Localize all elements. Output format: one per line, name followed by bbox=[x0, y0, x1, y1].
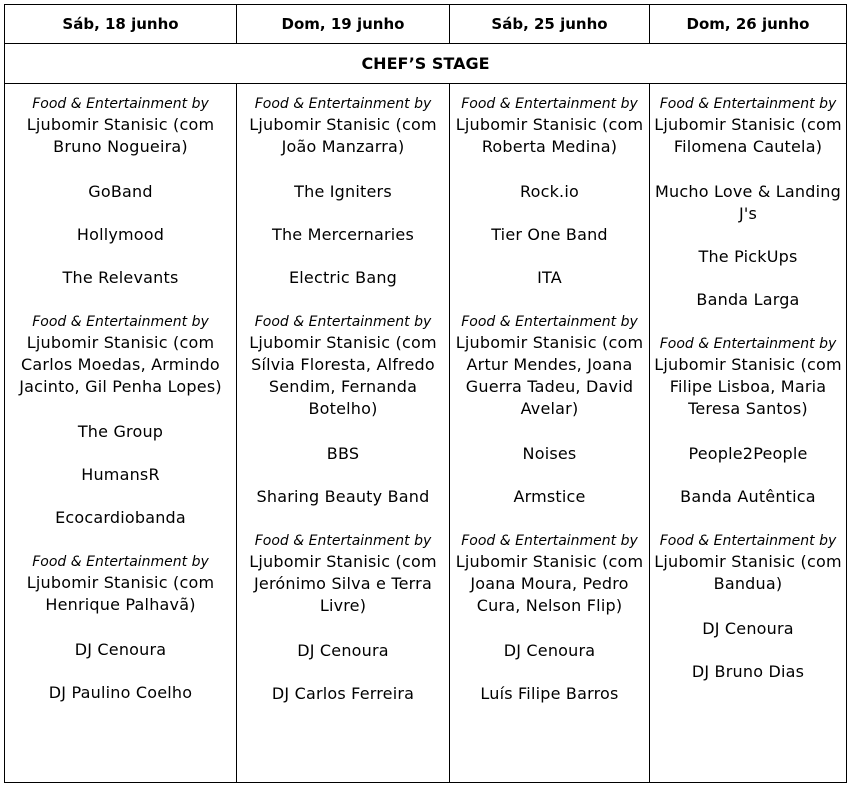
act-name: DJ Cenoura bbox=[74, 640, 167, 659]
fe-label: Food & Entertainment by bbox=[461, 96, 638, 112]
lineup-column-2 bbox=[450, 84, 650, 783]
chef-name: Ljubomir Stanisic bbox=[26, 573, 168, 592]
act-name: DJ Paulino Coelho bbox=[48, 683, 193, 702]
act-name: The Igniters bbox=[294, 182, 392, 201]
guest-list: (com Sílvia Floresta, Alfredo Sendim, Fernanda Botelho) bbox=[251, 333, 437, 418]
food-entertainment-entry bbox=[9, 310, 232, 398]
food-entertainment-entry bbox=[654, 92, 842, 158]
guest-list: (com Carlos Moedas, Armindo Jacinto, Gil Penha Lopes) bbox=[19, 333, 222, 396]
food-entertainment-entry bbox=[241, 92, 445, 158]
act-name: Tier One Band bbox=[491, 225, 608, 244]
food-entertainment-entry bbox=[241, 529, 445, 617]
fe-label: Food & Entertainment by bbox=[254, 96, 432, 112]
act-name: The Group bbox=[77, 422, 164, 441]
lineup-column-0 bbox=[5, 84, 237, 783]
act-name: BBS bbox=[326, 444, 360, 463]
guest-list: (com Jerónimo Silva e Terra Livre) bbox=[254, 552, 437, 615]
lineup-column-3 bbox=[650, 84, 847, 783]
chef-name: Ljubomir Stanisic bbox=[455, 115, 597, 134]
food-entertainment-entry bbox=[454, 92, 645, 158]
act-name: Banda Autêntica bbox=[680, 487, 816, 506]
food-entertainment-entry bbox=[9, 550, 232, 616]
chef-name: Ljubomir Stanisic bbox=[654, 355, 796, 374]
food-entertainment-entry bbox=[654, 529, 842, 595]
fe-label: Food & Entertainment by bbox=[254, 314, 432, 330]
fe-label: Food & Entertainment by bbox=[254, 533, 432, 549]
food-entertainment-entry bbox=[454, 310, 645, 420]
fe-label: Food & Entertainment by bbox=[659, 96, 837, 112]
fe-label: Food & Entertainment by bbox=[461, 314, 638, 330]
act-name: Electric Bang bbox=[288, 268, 398, 287]
fe-label: Food & Entertainment by bbox=[32, 314, 209, 330]
act-name: Noises bbox=[522, 444, 577, 463]
act-name: DJ Cenoura bbox=[702, 619, 794, 638]
act-name: DJ Carlos Ferreira bbox=[271, 684, 415, 703]
act-name: HumansR bbox=[81, 465, 160, 484]
act-name: DJ Bruno Dias bbox=[691, 662, 805, 681]
chef-name: Ljubomir Stanisic bbox=[249, 333, 391, 352]
fe-label: Food & Entertainment by bbox=[32, 554, 209, 570]
fe-label: Food & Entertainment by bbox=[659, 533, 837, 549]
guest-list: (com Artur Mendes, Joana Guerra Tadeu, David Avelar) bbox=[465, 333, 644, 418]
schedule-table bbox=[4, 4, 847, 783]
stage-row bbox=[5, 44, 847, 84]
fe-label: Food & Entertainment by bbox=[659, 336, 837, 352]
act-name: Armstice bbox=[513, 487, 586, 506]
act-name: Luís Filipe Barros bbox=[480, 684, 619, 703]
fe-label: Food & Entertainment by bbox=[461, 533, 638, 549]
guest-list: (com Roberta Medina) bbox=[481, 115, 644, 156]
act-name: People2People bbox=[688, 444, 808, 463]
food-entertainment-entry bbox=[241, 310, 445, 420]
date-header-3: Dom, 26 junho bbox=[650, 5, 847, 44]
act-name: ITA bbox=[537, 268, 562, 287]
lineup-row bbox=[5, 84, 847, 783]
guest-list: (com Henrique Palhavã) bbox=[45, 573, 215, 614]
act-name: The Relevants bbox=[62, 268, 179, 287]
chef-name: Ljubomir Stanisic bbox=[654, 115, 796, 134]
act-name: The PickUps bbox=[698, 247, 798, 266]
chef-name: Ljubomir Stanisic bbox=[455, 333, 597, 352]
food-entertainment-entry bbox=[454, 529, 645, 617]
chef-name: Ljubomir Stanisic bbox=[249, 115, 391, 134]
date-header-1: Dom, 19 junho bbox=[237, 5, 450, 44]
act-name: Sharing Beauty Band bbox=[256, 487, 430, 506]
chef-name: Ljubomir Stanisic bbox=[26, 333, 168, 352]
act-name: Ecocardiobanda bbox=[55, 508, 186, 527]
date-header-2: Sáb, 25 junho bbox=[450, 5, 650, 44]
chef-name: Ljubomir Stanisic bbox=[249, 552, 391, 571]
guest-list: (com João Manzarra) bbox=[281, 115, 437, 156]
food-entertainment-entry bbox=[654, 332, 842, 420]
act-name: Rock.io bbox=[520, 182, 579, 201]
act-name: Banda Larga bbox=[696, 290, 800, 309]
stage-title: CHEF’S STAGE bbox=[5, 44, 847, 84]
guest-list: (com Filipe Lisboa, Maria Teresa Santos) bbox=[669, 355, 842, 418]
date-header-0: Sáb, 18 junho bbox=[5, 5, 237, 44]
act-name: GoBand bbox=[88, 182, 153, 201]
act-name: DJ Cenoura bbox=[503, 641, 596, 660]
guest-list: (com Bruno Nogueira) bbox=[53, 115, 215, 156]
act-name: DJ Cenoura bbox=[297, 641, 389, 660]
chef-name: Ljubomir Stanisic bbox=[654, 552, 796, 571]
lineup-column-1 bbox=[237, 84, 450, 783]
chef-name: Ljubomir Stanisic bbox=[455, 552, 597, 571]
guest-list: (com Filomena Cautela) bbox=[673, 115, 842, 156]
food-entertainment-entry bbox=[9, 92, 232, 158]
act-name: The Mercernaries bbox=[271, 225, 414, 244]
fe-label: Food & Entertainment by bbox=[32, 96, 209, 112]
chef-name: Ljubomir Stanisic bbox=[26, 115, 168, 134]
act-name: Hollymood bbox=[76, 225, 165, 244]
act-name: Mucho Love & Landing J's bbox=[655, 182, 841, 223]
date-header-row bbox=[5, 5, 847, 44]
guest-list: (com Joana Moura, Pedro Cura, Nelson Flip) bbox=[470, 552, 644, 615]
guest-list: (com Bandua) bbox=[713, 552, 842, 593]
